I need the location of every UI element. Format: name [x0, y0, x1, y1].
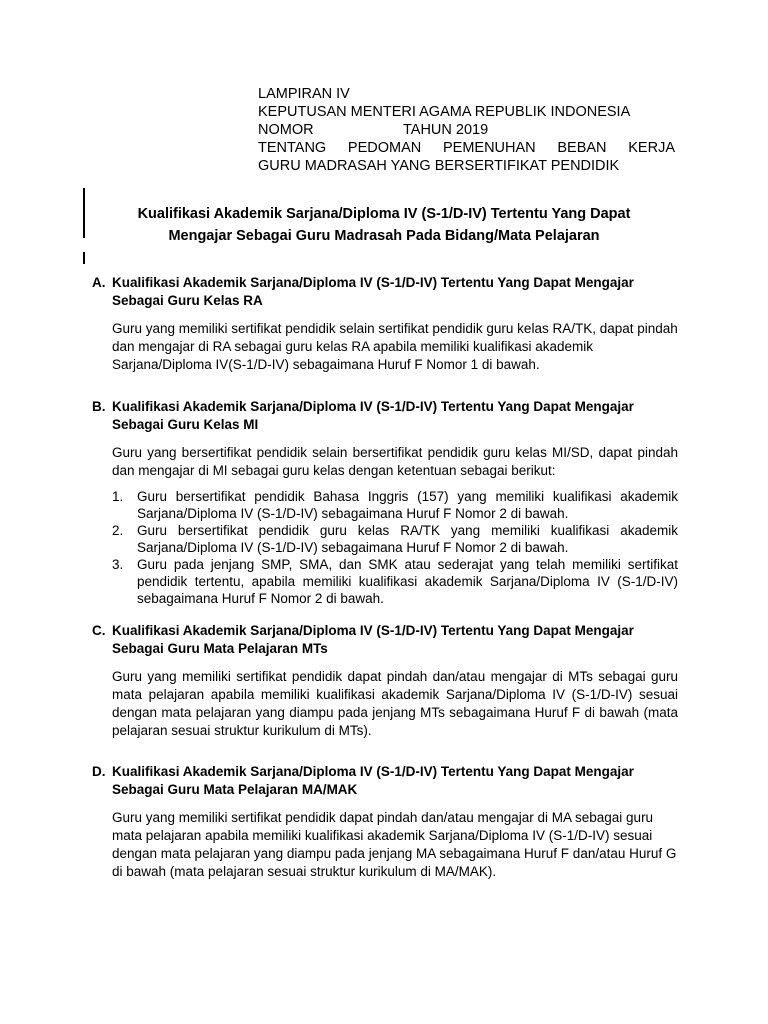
margin-marker: [83, 252, 85, 264]
list-item-number: 1.: [112, 489, 124, 504]
section-letter: B.: [92, 399, 106, 414]
header-nomor-line: [258, 121, 675, 139]
title-line: Mengajar Sebagai Guru Madrasah Pada Bidang/Mata Pelajaran: [168, 228, 600, 244]
list-item-text: Guru bersertifikat pendidik Bahasa Inggris (157) yang memiliki kualifikasi akademik Sarjana/Diploma IV (S-1/D-IV) sebagaimana Huruf F Nomor 2 di bawah.: [137, 489, 678, 521]
section-paragraph: Guru yang memiliki sertifikat pendidik dapat pindah dan/atau mengajar di MTs sebagai guru mata pelajaran apabila memiliki kualifikasi akademik Sarjana/Diploma IV (S-1/D-IV) sesuai dengan mata pelajaran yang diampu pada jenjang MTs sebagaimana Huruf F di bawah (mata pelajaran sesuai struktur kurikulum di MTs).: [112, 669, 678, 738]
numbered-list: [112, 488, 678, 607]
title-line: Kualifikasi Akademik Sarjana/Diploma IV (S-1/D-IV) Tertentu Yang Dapat: [137, 206, 631, 222]
list-item-number: 2.: [112, 523, 124, 538]
section-b: [92, 398, 678, 607]
header-tahun: TAHUN 2019: [403, 122, 489, 138]
document-title: [96, 203, 672, 247]
section-d: [92, 763, 678, 881]
section-heading-text: Kualifikasi Akademik Sarjana/Diploma IV (S-1/D-IV) Tertentu Yang Dapat Mengajar Sebagai Guru Mata Pelajaran MTs: [112, 623, 634, 656]
section-heading: [92, 622, 678, 658]
section-heading: [92, 274, 678, 310]
section-a: [92, 274, 678, 374]
section-letter: D.: [92, 764, 106, 779]
list-item-text: Guru pada jenjang SMP, SMA, dan SMK atau sederajat yang telah memiliki sertifikat pendidik tertentu, apabila memiliki kualifikasi akademik Sarjana/Diploma IV (S-1/D-IV) sebagaimana Huruf F Nomor 2 di bawah.: [137, 557, 678, 606]
header-keputusan: KEPUTUSAN MENTERI AGAMA REPUBLIK INDONESIA: [258, 104, 631, 120]
section-paragraph: Guru yang memiliki sertifikat pendidik dapat pindah dan/atau mengajar di MA sebagai guru mata pelajaran apabila memiliki kualifikasi akademik Sarjana/Diploma IV (S-1/D-IV) sesuai dengan mata pelajaran yang diampu pada jenjang MA sebagaimana Huruf F dan/atau Huruf G di bawah (mata pelajaran sesuai struktur kurikulum di MA/MAK).: [112, 810, 677, 879]
section-paragraph: Guru yang bersertifikat pendidik selain bersertifikat pendidik guru kelas MI/SD, dapat pindah dan mengajar di MI sebagai guru kelas dengan ketentuan sebagai berikut:: [112, 445, 678, 478]
section-heading: [92, 398, 678, 434]
section-heading-text: Kualifikasi Akademik Sarjana/Diploma IV (S-1/D-IV) Tertentu Yang Dapat Mengajar Sebagai Guru Kelas MI: [112, 399, 634, 432]
margin-marker: [83, 188, 85, 238]
section-heading-text: Kualifikasi Akademik Sarjana/Diploma IV (S-1/D-IV) Tertentu Yang Dapat Mengajar Sebagai Guru Kelas RA: [112, 275, 634, 308]
header-lampiran: LAMPIRAN IV: [258, 86, 350, 102]
list-item: [112, 488, 678, 522]
section-c: [92, 622, 678, 740]
header-nomor: NOMOR: [258, 122, 314, 138]
list-item: [112, 522, 678, 556]
section-heading: [92, 763, 678, 799]
section-paragraph: Guru yang memiliki sertifikat pendidik selain sertifikat pendidik guru kelas RA/TK, dapat pindah dan mengajar di RA sebagai guru kelas RA apabila memiliki kualifikasi akademik Sarjana/Diploma IV(S-1/D-IV) sebagaimana Huruf F Nomor 1 di bawah.: [112, 321, 678, 372]
list-item-number: 3.: [112, 557, 124, 572]
header-guru: GURU MADRASAH YANG BERSERTIFIKAT PENDIDIK: [258, 158, 620, 174]
list-item: [112, 556, 678, 607]
section-letter: C.: [92, 623, 106, 638]
list-item-text: Guru bersertifikat pendidik guru kelas RA/TK yang memiliki kualifikasi akademik Sarjana/Diploma IV (S-1/D-IV) sebagaimana Huruf F Nomor 2 di bawah.: [137, 523, 678, 555]
document-header: [258, 85, 675, 175]
section-heading-text: Kualifikasi Akademik Sarjana/Diploma IV (S-1/D-IV) Tertentu Yang Dapat Mengajar Sebagai Guru Mata Pelajaran MA/MAK: [112, 764, 634, 797]
section-letter: A.: [92, 275, 106, 290]
header-tentang: TENTANG PEDOMAN PEMENUHAN BEBAN KERJA: [258, 140, 675, 156]
